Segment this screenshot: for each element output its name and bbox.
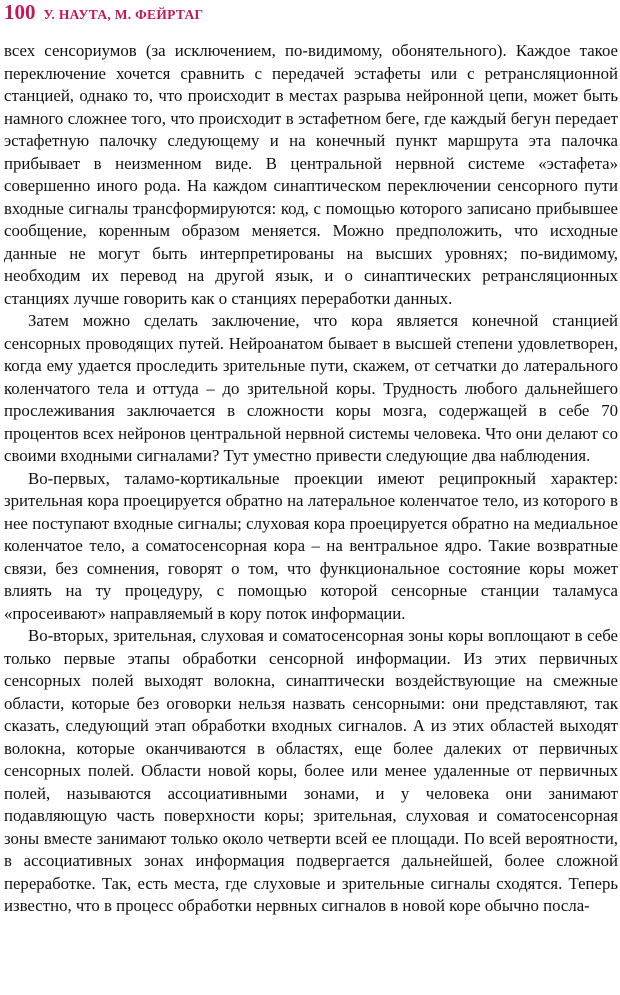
paragraph: Во-вторых, зрительная, слуховая и соматосенсорная зоны коры воплощают в себе только первые этапы обработки сенсорной информации. Из этих первичных сенсорных полей выходят волокна, синаптически воздействующие на смежные области, которые без оговорки нельзя назвать сенсорными: они представляют, так сказать, следующий этап обработки входных сигналов. А из этих областей выходят волокна, которые оканчиваются в областях, еще более далеких от первичных сенсорных полей. Области новой коры, более или менее удаленные от первичных полей, называются ассоциативными зонами, и у человека они занимают подавляющую часть поверхности коры; зрительная, слуховая и соматосенсорная зоны вместе занимают только около четверти всей ее площади. По всей вероятности, в ассоциативных зонах информация подвергается дальнейшей, более сложной переработке. Так, есть места, где слуховые и зрительные сигналы сходятся. Теперь известно, что в процесс обработки нервных сигналов в новой коре обычно посла- — [4, 626, 618, 915]
paragraph: Затем можно сделать заключение, что кора является конечной станцией сенсорных проводящих путей. Нейроанатом бывает в высшей степени удовлетворен, когда ему удается проследить зрительные пути, скажем, от сетчатки до латерального коленчатого тела и оттуда – до зрительной коры. Трудность любого дальнейшего прослеживания заключается в сложности коры мозга, содержащей в себе 70 процентов всех нейронов центральной нервной системы человека. Что они делают со своими входными сигналами? Тут уместно привести следующие два наблюдения. — [4, 311, 618, 465]
running-head: У. НАУТА, М. ФЕЙРТАГ — [43, 7, 204, 22]
paragraph: Во-первых, таламо-кортикальные проекции имеют реципрокный характер: зрительная кора проецируется обратно на латеральное коленчатое тело, из которого в нее поступают входные сигналы; слуховая кора проецируется обратно на медиальное коленчатое тело, а соматосенсорная кора – на вентральное ядро. Такие возвратные связи, без сомнения, говорят о том, что функциональное состояние коры может влиять на ту процедуру, с помощью которой сенсорные станции таламуса «просеивают» направляемый в кору поток информации. — [4, 468, 618, 623]
page-header — [4, 0, 203, 26]
page-number: 100 — [4, 0, 36, 24]
paragraph: всех сенсориумов (за исключением, по-видимому, обонятельного). Каждое такое переключение хочется сравнить с передачей эстафеты или с ретрансляционной станцией, однако то, что происходит в местах разрыва нейронной цепи, может быть намного сложнее того, что происходит в эстафетном беге, где каждый бегун передает эстафетную палочку следующему и на конечный пункт маршрута эта палочка прибывает в неизменном виде. В центральной нервной системе «эстафета» совершенно иного рода. На каждом синаптическом переключении сенсорного пути входные сигналы трансформируются: код, с помощью которого записано прибывшее сообщение, коренным образом меняется. Можно предположить, что исходные данные не могут быть интерпретированы на высших уровнях; по-видимому, необходим их перевод на другой язык, и о синаптических ретрансляционных станциях лучше говорить как о станциях переработки данных. — [4, 41, 618, 308]
body-text — [4, 40, 618, 918]
